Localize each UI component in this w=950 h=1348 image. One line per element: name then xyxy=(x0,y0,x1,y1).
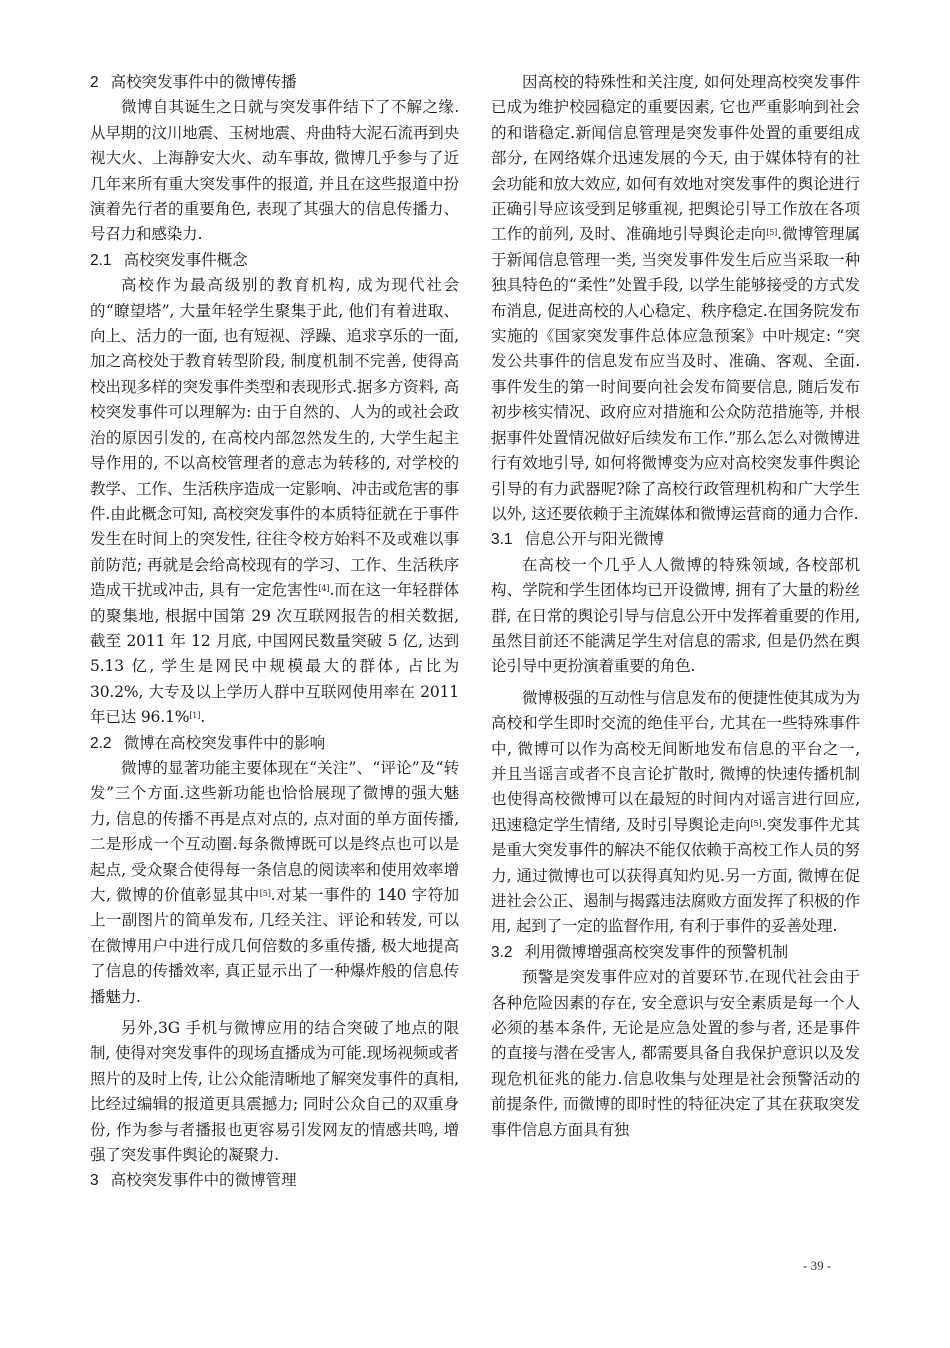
paragraph: 在高校一个几乎人人微博的特殊领域, 各校部机构、学院和学生团体均已开设微博, 拥有了大量的粉丝群, 在日常的舆论引导与信息公开中发挥着重要的作用, 虽然目前还不能满足学生对信息的需求, 但是仍然在舆论引导中更扮演着重要的角色. xyxy=(491,555,860,676)
citation-ref: [5] xyxy=(259,889,271,898)
paragraph-text: 微博的显著功能主要体现在“关注”、“评论”及“转发”三个方面.这些新功能也恰恰展现了微博的强大魅力, 信息的传播不再是点对点的, 点对面的单方面传播, 二是形成一个互动圈.每条微博既可以是终点也可以是起点, 受众聚合使得每一条信息的阅读率和使用效率增大, 微博的价值彰显其中 xyxy=(90,758,459,904)
left-column xyxy=(90,70,459,1194)
paragraph-text: .而在这一年轻群体的聚集地, 根据中国第 29 次互联网报告的相关数据, 截至 2011 年 12 月底, 中国网民数量突破 5 亿, 达到 5.13 亿, 学生是网民中规模最大的群体, 占比为 30.2%, 大专及以上学历人群中互联网使用率在 2011 年已达 96.1% xyxy=(90,581,459,727)
section-number: 2.2 xyxy=(90,734,112,752)
paragraph-text: .突发事件尤其是重大突发事件的解决不能仅依赖于高校工作人员的努力, 通过微博也可以获得真知灼见.另一方面, 微博在促进社会公正、遏制与揭露违法腐败方面发挥了积极的作用, 起到了一定的监督作用, 有利于事件的妥善处理. xyxy=(491,815,860,936)
paragraph xyxy=(90,756,459,1010)
paragraph xyxy=(90,273,459,730)
section-number: 3.1 xyxy=(491,531,513,549)
section-title: 利用微博增强高校突发事件的预警机制 xyxy=(524,942,789,961)
section-number: 2 xyxy=(90,74,99,91)
section-3-2-heading xyxy=(491,940,860,965)
paragraph: 另外,3G 手机与微博应用的结合突破了地点的限制, 使得对突发事件的现场直播成为可能.现场视频或者照片的及时上传, 让公众能清晰地了解突发事件的真相, 比经过编辑的报道更具震撼力; 同时公众自己的双重身份, 作为参与者播报也更容易引发网友的情感共鸣, 增强了突发事件舆论的凝聚力. xyxy=(90,1019,459,1165)
citation-ref: [1] xyxy=(189,711,201,721)
citation-ref: [5] xyxy=(766,228,778,238)
paragraph-text: . xyxy=(200,708,205,727)
section-title: 高校突发事件概念 xyxy=(123,250,248,269)
section-number: 3.2 xyxy=(491,943,513,961)
paragraph xyxy=(491,686,860,940)
paragraph: 预警是突发事件应对的首要环节.在现代社会由于各种危险因素的存在, 安全意识与安全素质是每一个人必须的基本条件, 无论是应急处置的参与者, 还是事件的直接与潜在受害人, 都需要具备自我保护意识以及发现危机征兆的能力.信息收集与处理是社会预警活动的前提条件, 而微博的即时性的特征决定了其在获取突发事件信息方面具有独 xyxy=(491,968,860,1139)
section-3-1-heading xyxy=(491,527,860,552)
paragraph-text: 高校作为最高级别的教育机构, 成为现代社会的“瞭望塔”, 大量年轻学生聚集于此, 他们有着进取、向上、活力的一面, 也有短视、浮躁、追求享乐的一面, 加之高校处于教育转型阶段, 制度机制不完善, 使得高校出现多样的突发事件类型和表现形式.据多方资料, 高校突发事件可以理解为: 由于自然的、人为的或社会政治的原因引发的, 在高校内部忽然发生的, 大学生起主导作用的, 不以高校管理者的意志为转移的, 对学校的教学、工作、生活秩序造成一定影响、冲击或危害的事件.由此概念可知, 高校突发事件的本质特征就在于事件发生在时间上的突发性, 往往令校方始料不及或难以事前防范; 再就是会给高校现有的学习、工作、生活秩序造成干扰或冲击, 具有一定危害性 xyxy=(90,276,459,600)
citation-ref: [4] xyxy=(318,584,330,594)
section-2-heading xyxy=(90,70,459,95)
paragraph: 微博自其诞生之日就与突发事件结下了不解之缘.从早期的汶川地震、玉树地震、舟曲特大泥石流再到央视大火、上海静安大火、动车事故, 微博几乎参与了近几年来所有重大突发事件的报道, 并且在这些报道中扮演着先行者的重要角色, 表现了其强大的信息传播力、号召力和感染力. xyxy=(90,98,459,244)
section-number: 2.1 xyxy=(90,251,112,269)
section-title: 信息公开与阳光微博 xyxy=(524,530,665,549)
paragraph-text: .微博管理属于新闻信息管理一类, 当突发事件发生后应当采取一种独具特色的“柔性”处置手段, 以学生能够接受的方式发布消息, 促进高校的人心稳定、秩序稳定.在国务院发布实施的《国家突发事件总体应急预案》中叶规定: “突发公共事件的信息发布应当及时、准确、客观、全面. 事件发生的第一时间要向社会发布简要信息, 随后发布初步核实情况、政府应对措施和公众防范措施等, 并根据事件处置情况做好后续发布工作.”那么怎么对微博进行有效地引导, 如何将微博变为应对高校突发事件舆论引导的有力武器呢?除了高校行政管理机构和广大学生以外, 这还要依赖于主流媒体和微博运营商的通力合作. xyxy=(491,225,860,523)
page-number: - 39 - xyxy=(803,1258,832,1273)
paragraph xyxy=(491,70,860,527)
right-column xyxy=(491,70,860,1143)
section-2-1-heading xyxy=(90,248,459,273)
citation-ref: [5] xyxy=(750,818,762,828)
section-3-heading xyxy=(90,1168,459,1193)
paragraph-text: 微博极强的互动性与信息发布的便捷性使其成为为高校和学生即时交流的绝佳平台, 尤其在一些特殊事件中, 微博可以作为高校无间断地发布信息的平台之一, 并且当谣言或者不良言论扩散时, 微博的快速传播机制也使得高校微博可以在最短的时间内对谣言进行回应, 迅速稳定学生情绪, 及时引导舆论走向 xyxy=(491,688,860,834)
section-title: 高校突发事件中的微博传播 xyxy=(110,73,297,91)
paragraph-text: 因高校的特殊性和关注度, 如何处理高校突发事件已成为维护校园稳定的重要因素, 它也严重影响到社会的和谐稳定.新闻信息管理是突发事件处置的重要组成部分, 在网络媒介迅速发展的今天, 由于媒体特有的社会功能和放大效应, 如何有效地对突发事件的舆论进行正确引导应该受到足够重视, 把舆论引导工作放在各项工作的前列, 及时、准确地引导舆论走向 xyxy=(491,73,860,244)
section-title: 微博在高校突发事件中的影响 xyxy=(123,733,326,752)
section-number: 3 xyxy=(90,1172,99,1190)
section-title: 高校突发事件中的微博管理 xyxy=(110,1171,297,1190)
section-2-2-heading xyxy=(90,731,459,756)
paragraph-text: .对某一事件的 140 字符加上一副图片的简单发布, 几经关注、评论和转发, 可以在微博用户中进行成几何倍数的多重传播, 极大地提高了信息的传播效率, 真正显示出了一种爆炸般的信息传播魅力. xyxy=(90,886,459,1006)
